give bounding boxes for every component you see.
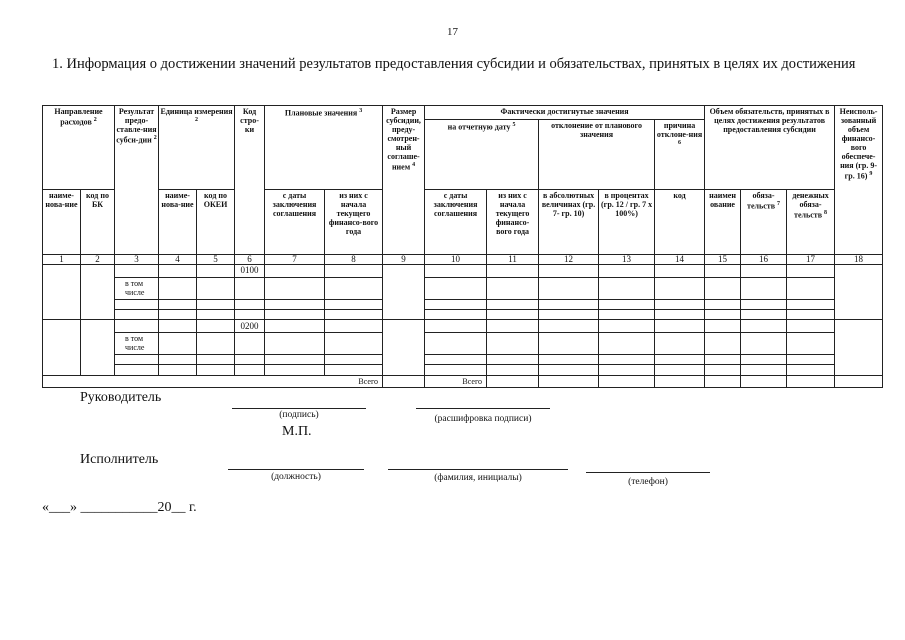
header-result xyxy=(115,106,159,255)
header-from-date: с даты заключения соглашения xyxy=(265,189,325,254)
table-cell xyxy=(325,265,383,277)
table-cell xyxy=(115,365,159,375)
header-from-date-actual: с даты заключения соглашения xyxy=(425,189,487,254)
table-cell xyxy=(599,375,655,387)
header-obl-obligations xyxy=(741,189,787,254)
header-unused-text: Неисполь-зованный объем финансо-вого обеспече-ния (гр. 9-гр. 16) xyxy=(839,107,878,181)
table-cell xyxy=(599,320,655,332)
table-cell xyxy=(383,265,425,320)
header-reason xyxy=(655,120,705,189)
head-caption-signature: (подпись) xyxy=(279,410,319,420)
table-cell xyxy=(835,375,883,387)
row-code: 0200 xyxy=(235,320,265,332)
footnote-mark: 8 xyxy=(824,209,828,216)
table-cell xyxy=(265,265,325,277)
table-cell xyxy=(325,300,383,310)
footnote-mark: 2 xyxy=(195,117,199,123)
footnote-mark: 7 xyxy=(777,200,781,207)
column-number: 8 xyxy=(325,255,383,265)
column-number: 2 xyxy=(81,255,115,265)
table-cell xyxy=(539,310,599,320)
table-cell xyxy=(197,355,235,365)
table-cell xyxy=(487,265,539,277)
table-cell xyxy=(655,375,705,387)
table-cell xyxy=(235,277,265,299)
footnote-mark: 5 xyxy=(512,122,516,129)
table-cell xyxy=(425,310,487,320)
table-cell xyxy=(655,332,705,354)
table-cell xyxy=(741,375,787,387)
column-numbers-row xyxy=(43,255,883,265)
footnote-mark: 2 xyxy=(93,117,97,123)
table-cell xyxy=(115,355,159,365)
date-line: «___» ___________20__ г. xyxy=(42,500,197,515)
column-number: 4 xyxy=(159,255,197,265)
table-cell xyxy=(265,355,325,365)
table-cell xyxy=(741,365,787,375)
table-cell xyxy=(197,277,235,299)
table-cell xyxy=(787,300,835,310)
column-number: 9 xyxy=(383,255,425,265)
table-cell xyxy=(115,320,159,332)
head-signature-line xyxy=(232,408,366,409)
column-number: 10 xyxy=(425,255,487,265)
table-cell xyxy=(705,265,741,277)
header-unit-text: Единица измерения xyxy=(160,107,233,116)
table-row xyxy=(43,300,883,310)
table-cell xyxy=(265,320,325,332)
table-cell xyxy=(539,320,599,332)
table-cell xyxy=(741,300,787,310)
table-cell xyxy=(159,332,197,354)
table-cell xyxy=(741,265,787,277)
table-cell xyxy=(197,265,235,277)
column-number: 16 xyxy=(741,255,787,265)
subrow-label: в том числе xyxy=(115,277,159,299)
executor-position-line xyxy=(228,469,364,470)
table-cell xyxy=(741,320,787,332)
subrow-label: в том числе xyxy=(115,332,159,354)
table-cell xyxy=(159,320,197,332)
header-deviation: отклонение от планового значения xyxy=(539,120,655,189)
table-cell xyxy=(835,320,883,375)
table-cell xyxy=(539,365,599,375)
header-obl-money-text: денежных обяза-тельств xyxy=(792,190,829,220)
column-number: 3 xyxy=(115,255,159,265)
table-cell xyxy=(265,332,325,354)
table-cell xyxy=(159,365,197,375)
table-cell xyxy=(115,265,159,277)
table-cell xyxy=(197,365,235,375)
footnote-mark: 4 xyxy=(412,162,416,168)
executor-caption-phone: (телефон) xyxy=(628,477,668,487)
header-actual: Фактически достигнутые значения xyxy=(425,106,705,120)
executor-phone-line xyxy=(586,472,710,473)
table-cell xyxy=(787,277,835,299)
header-planned-text: Плановые значения xyxy=(284,108,358,118)
table-cell xyxy=(787,332,835,354)
table-cell xyxy=(487,310,539,320)
table-cell xyxy=(425,300,487,310)
table-cell xyxy=(197,300,235,310)
table-cell xyxy=(235,332,265,354)
table-cell xyxy=(741,277,787,299)
table-cell xyxy=(159,355,197,365)
table-cell xyxy=(599,300,655,310)
column-number: 18 xyxy=(835,255,883,265)
table-cell xyxy=(81,265,115,320)
table-cell xyxy=(487,277,539,299)
table-cell xyxy=(705,375,741,387)
header-on-date-text: на отчетную дату xyxy=(447,122,511,132)
table-cell xyxy=(115,300,159,310)
table-cell xyxy=(787,320,835,332)
table-cell xyxy=(539,300,599,310)
table-cell xyxy=(325,310,383,320)
table-cell xyxy=(655,310,705,320)
table-cell xyxy=(655,265,705,277)
table-cell xyxy=(43,320,81,375)
column-number: 13 xyxy=(599,255,655,265)
table-cell xyxy=(787,355,835,365)
table-cell xyxy=(235,310,265,320)
table-cell xyxy=(487,332,539,354)
header-unit xyxy=(159,106,235,190)
table-cell xyxy=(325,355,383,365)
table-cell xyxy=(159,300,197,310)
table-cell xyxy=(705,320,741,332)
table-cell xyxy=(655,277,705,299)
column-number: 15 xyxy=(705,255,741,265)
table-row xyxy=(43,320,883,332)
table-cell xyxy=(599,332,655,354)
page-number: 17 xyxy=(447,26,458,38)
header-obl-name: наимен ование xyxy=(705,189,741,254)
head-label: Руководитель xyxy=(80,390,162,405)
table-cell xyxy=(599,310,655,320)
table-cell xyxy=(787,310,835,320)
table-cell xyxy=(741,355,787,365)
header-bk-code: код по БК xyxy=(81,189,115,254)
table-cell xyxy=(599,355,655,365)
header-on-date xyxy=(425,120,539,189)
header-current-year: из них с начала текущего финансо-вого года xyxy=(325,189,383,254)
table-row xyxy=(43,332,883,354)
table-cell xyxy=(325,277,383,299)
table-cell xyxy=(487,355,539,365)
table-cell xyxy=(81,320,115,375)
column-number: 1 xyxy=(43,255,81,265)
table-cell xyxy=(599,265,655,277)
header-direction xyxy=(43,106,115,190)
total-label-actual: Всего xyxy=(425,375,487,387)
table-cell xyxy=(705,365,741,375)
table-cell xyxy=(235,300,265,310)
footnote-mark: 3 xyxy=(359,108,363,114)
header-reason-code: код xyxy=(655,189,705,254)
table-cell xyxy=(383,375,425,387)
table-cell xyxy=(705,332,741,354)
table-cell xyxy=(787,365,835,375)
table-cell xyxy=(487,320,539,332)
head-caption-name: (расшифровка подписи) xyxy=(434,414,532,424)
table-cell xyxy=(325,320,383,332)
header-current-year-actual: из них с начала текущего финансо-вого года xyxy=(487,189,539,254)
column-number: 14 xyxy=(655,255,705,265)
footnote-mark: 9 xyxy=(869,171,873,177)
table-cell xyxy=(787,375,835,387)
table-cell xyxy=(235,355,265,365)
table-cell xyxy=(741,310,787,320)
column-number: 6 xyxy=(235,255,265,265)
table-cell xyxy=(705,300,741,310)
stamp-label: М.П. xyxy=(282,424,312,439)
head-name-line xyxy=(416,408,550,409)
table-cell xyxy=(265,310,325,320)
table-row xyxy=(43,310,883,320)
header-unit-name: наиме-нова-ние xyxy=(159,189,197,254)
table-cell xyxy=(787,265,835,277)
column-number: 5 xyxy=(197,255,235,265)
table-cell xyxy=(425,365,487,375)
table-cell xyxy=(197,320,235,332)
table-cell xyxy=(159,310,197,320)
table-cell xyxy=(655,365,705,375)
header-row-code: Код стро-ки xyxy=(235,106,265,255)
header-unused xyxy=(835,106,883,255)
table-cell xyxy=(705,277,741,299)
column-number: 7 xyxy=(265,255,325,265)
header-obl-obligations-text: обяза-тельств xyxy=(747,190,776,211)
table-cell xyxy=(383,320,425,375)
table-cell xyxy=(115,310,159,320)
table-cell xyxy=(43,265,81,320)
executor-label: Исполнитель xyxy=(80,452,159,467)
table-cell xyxy=(265,277,325,299)
section-title: 1. Информация о достижении значений результатов предоставления субсидии и обязательствах, принятых в целях их достижения xyxy=(52,56,856,72)
table-cell xyxy=(599,277,655,299)
header-subsidy-size-text: Размер субсидии, преду-смотрен-ный соглаше-нием xyxy=(386,107,421,172)
table-cell xyxy=(235,365,265,375)
table-cell xyxy=(425,355,487,365)
table-row xyxy=(43,355,883,365)
table-cell xyxy=(835,265,883,320)
header-planned xyxy=(265,106,383,190)
table-cell xyxy=(265,300,325,310)
table-cell xyxy=(487,365,539,375)
table-cell xyxy=(197,332,235,354)
table-cell xyxy=(159,265,197,277)
table-cell xyxy=(655,320,705,332)
table-cell xyxy=(425,277,487,299)
table-cell xyxy=(425,320,487,332)
table-cell xyxy=(539,332,599,354)
table-cell xyxy=(599,365,655,375)
table-cell xyxy=(655,355,705,365)
table-cell xyxy=(539,375,599,387)
executor-caption-name: (фамилия, инициалы) xyxy=(434,473,522,483)
table-cell xyxy=(655,300,705,310)
header-direction-text: Направление расходов xyxy=(54,107,103,127)
table-row xyxy=(43,365,883,375)
table-row xyxy=(43,265,883,277)
table-cell xyxy=(325,365,383,375)
header-percent: в процентах (гр. 12 / гр. 7 x 100%) xyxy=(599,189,655,254)
total-row xyxy=(43,375,883,387)
footnote-mark: 6 xyxy=(678,140,682,147)
table-row xyxy=(43,277,883,299)
table-cell xyxy=(539,355,599,365)
table-cell xyxy=(705,310,741,320)
row-code: 0100 xyxy=(235,265,265,277)
header-reason-text: причина отклоне-ния xyxy=(656,121,703,140)
header-name: наиме-нова-ние xyxy=(43,189,81,254)
table-cell xyxy=(159,277,197,299)
table-cell xyxy=(705,355,741,365)
column-number: 11 xyxy=(487,255,539,265)
column-number: 17 xyxy=(787,255,835,265)
table-cell xyxy=(197,310,235,320)
header-absolute: в абсолютных величинах (гр. 7- гр. 10) xyxy=(539,189,599,254)
total-label: Всего xyxy=(43,375,383,387)
table-cell xyxy=(741,332,787,354)
results-table xyxy=(42,105,883,388)
executor-name-line xyxy=(388,469,568,470)
column-number: 12 xyxy=(539,255,599,265)
header-result-text: Результат предо-ставле-ния субси-дии xyxy=(116,107,157,145)
executor-caption-position: (должность) xyxy=(271,472,321,482)
table-cell xyxy=(487,300,539,310)
table-cell xyxy=(425,265,487,277)
header-obl-money xyxy=(787,189,835,254)
table-cell xyxy=(265,365,325,375)
header-obligations: Объем обязательств, принятых в целях достижения результатов предоставления субсидии xyxy=(705,106,835,190)
table-cell xyxy=(425,332,487,354)
footnote-mark: 2 xyxy=(153,135,157,141)
table-cell xyxy=(487,375,539,387)
header-subsidy-size xyxy=(383,106,425,255)
header-okei-code: код по ОКЕИ xyxy=(197,189,235,254)
table-cell xyxy=(539,265,599,277)
table-cell xyxy=(539,277,599,299)
table-cell xyxy=(325,332,383,354)
